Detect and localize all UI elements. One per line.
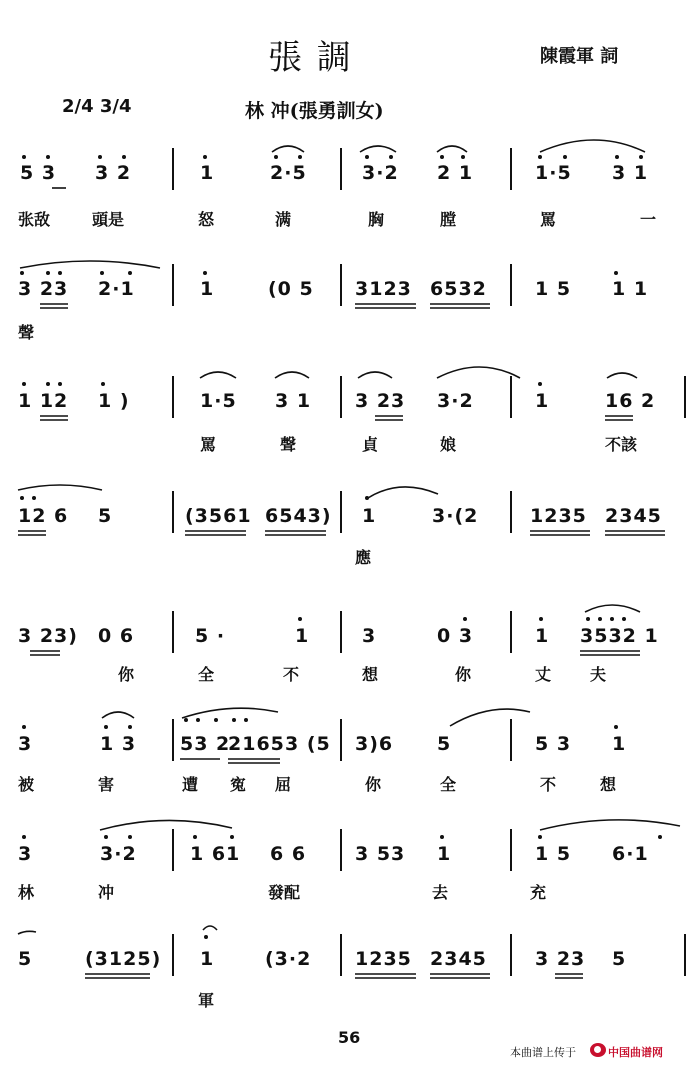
lyric: 林 — [18, 883, 35, 902]
lyric: 想 — [362, 665, 379, 684]
note-group: 1 12 — [18, 390, 69, 412]
note-group: 16 2 — [605, 390, 656, 412]
note-group: (3125) — [85, 948, 162, 970]
slur — [450, 709, 530, 726]
octave-dot — [196, 718, 200, 722]
note-group: 1 — [200, 948, 215, 970]
slur — [540, 820, 680, 830]
slur — [358, 372, 392, 378]
lyric: 你 — [365, 775, 382, 794]
octave-dot — [639, 155, 643, 159]
section-subtitle: 林 冲(張勇訓女) — [245, 100, 384, 122]
octave-dot — [538, 155, 542, 159]
note-group: 3 2 — [95, 162, 132, 184]
octave-dot — [128, 835, 132, 839]
slur — [272, 146, 304, 152]
octave-dot — [539, 617, 543, 621]
note-group: 1235 — [530, 505, 587, 527]
octave-dot — [614, 271, 618, 275]
lyric: 害 — [98, 775, 115, 794]
octave-dot — [614, 725, 618, 729]
note-group: 1 61 — [190, 843, 241, 865]
slur — [368, 487, 438, 498]
octave-dot — [46, 155, 50, 159]
lyric: 不 — [283, 665, 300, 684]
note-group: 5 · — [195, 625, 226, 647]
note-group: 1 — [612, 733, 627, 755]
slur — [585, 605, 640, 612]
note-group: 3 (5 — [285, 733, 331, 755]
octave-dot — [46, 382, 50, 386]
lyric: 充 — [530, 883, 547, 902]
octave-dot — [100, 271, 104, 275]
lyricist-credit: 陳霞軍 詞 — [540, 46, 619, 67]
note-group: 3532 1 — [580, 625, 659, 647]
note-group: 6 6 — [270, 843, 307, 865]
note-group: 3·(2 — [432, 505, 479, 527]
octave-dot — [204, 935, 208, 939]
note-group: 2345 — [605, 505, 662, 527]
octave-dot — [615, 155, 619, 159]
octave-dot — [214, 718, 218, 722]
note-group: 5 — [18, 948, 33, 970]
note-group: 1 — [200, 278, 215, 300]
note-group: 12 6 — [18, 505, 69, 527]
note-group: 3·2 — [100, 843, 137, 865]
note-group: 2165 — [228, 733, 285, 755]
note-group: 3 23 — [18, 278, 69, 300]
note-group: 1 — [362, 505, 377, 527]
lyric: 遭 — [182, 775, 199, 794]
octave-dot — [622, 617, 626, 621]
octave-dot — [98, 155, 102, 159]
octave-dot — [365, 155, 369, 159]
note-group: 1 5 — [535, 278, 572, 300]
note-group: 6543) — [265, 505, 332, 527]
octave-dot — [463, 617, 467, 621]
octave-dot — [22, 155, 26, 159]
slur — [18, 931, 36, 934]
octave-dot — [32, 496, 36, 500]
octave-dot — [58, 382, 62, 386]
note-group: 1 — [200, 162, 215, 184]
slur — [182, 708, 278, 718]
lyric: 軍 — [198, 991, 215, 1010]
note-group: 1 — [535, 390, 550, 412]
octave-dot — [104, 725, 108, 729]
octave-dot — [230, 835, 234, 839]
note-group: 3 53 — [355, 843, 406, 865]
fermata-arc — [203, 926, 217, 930]
page-number: 56 — [338, 1028, 361, 1047]
octave-dot — [538, 835, 542, 839]
lyric: 你 — [118, 665, 135, 684]
octave-dot — [658, 835, 662, 839]
time-signature: 2/4 3/4 — [62, 96, 132, 117]
lyric: 頭是 — [92, 210, 125, 229]
lyric: 應 — [355, 548, 372, 567]
note-group: 3·2 — [437, 390, 474, 412]
note-group: 1 — [437, 843, 452, 865]
note-group: 0 6 — [98, 625, 135, 647]
note-group: 1 — [295, 625, 310, 647]
octave-dot — [101, 382, 105, 386]
octave-dot — [128, 725, 132, 729]
lyric: 罵 — [540, 210, 557, 229]
lyric: 夫 — [590, 665, 607, 684]
octave-dot — [298, 155, 302, 159]
note-group: 2345 — [430, 948, 487, 970]
note-group: (0 5 — [268, 278, 314, 300]
lyric: 被 — [18, 775, 35, 794]
lyric: 满 — [275, 210, 292, 229]
note-group: 5 3 — [20, 162, 57, 184]
octave-dot — [365, 496, 369, 500]
octave-dot — [22, 835, 26, 839]
note-group: 1 5 — [535, 843, 572, 865]
lyric: 聲 — [280, 435, 297, 454]
slur — [607, 373, 637, 378]
octave-dot — [232, 718, 236, 722]
note-group: 2·5 — [270, 162, 307, 184]
lyric: 寃 — [230, 775, 247, 794]
note-group: 3·2 — [362, 162, 399, 184]
note-group: 5 3 — [535, 733, 572, 755]
lyric: 胸 — [368, 210, 385, 229]
note-group: 1 — [535, 625, 550, 647]
slur — [540, 140, 645, 152]
octave-dot — [203, 271, 207, 275]
lyric: 娘 — [440, 435, 457, 454]
note-group: 3123 — [355, 278, 412, 300]
note-group: 3 — [18, 843, 33, 865]
lyric: 怒 — [198, 210, 215, 229]
note-group: 5 — [98, 505, 113, 527]
note-group: 1 ) — [98, 390, 130, 412]
note-group: 2·1 — [98, 278, 135, 300]
octave-dot — [461, 155, 465, 159]
octave-dot — [389, 155, 393, 159]
note-group: (3·2 — [265, 948, 312, 970]
site-logo[interactable]: 中国曲谱网 — [608, 1046, 663, 1059]
lyric: 张敌 — [18, 210, 51, 229]
note-group: 3 23 — [355, 390, 406, 412]
octave-dot — [193, 835, 197, 839]
slur — [200, 372, 236, 378]
octave-dot — [20, 271, 24, 275]
song-title: 張 調 — [268, 38, 353, 78]
site-logo-icon — [590, 1043, 606, 1057]
note-group: 1·5 — [535, 162, 572, 184]
slur — [437, 146, 467, 152]
octave-dot — [598, 617, 602, 621]
lyric: 不 — [540, 775, 557, 794]
note-group: 1 3 — [100, 733, 137, 755]
lyric: 發配 — [268, 883, 301, 902]
note-group: 0 3 — [437, 625, 474, 647]
lyric: 膛 — [440, 210, 457, 229]
note-group: 2 1 — [437, 162, 474, 184]
octave-dot — [104, 835, 108, 839]
octave-dot — [274, 155, 278, 159]
slur-marks — [18, 140, 680, 934]
lyric: 罵 — [200, 435, 217, 454]
note-group: 6·1 — [612, 843, 649, 865]
octave-dot — [440, 155, 444, 159]
note-group: 3 23) — [18, 625, 78, 647]
slur — [275, 372, 309, 378]
lyric: 屈 — [275, 775, 292, 794]
slur — [102, 712, 134, 718]
slur — [360, 146, 396, 152]
octave-dot — [46, 271, 50, 275]
lyric: 全 — [440, 775, 457, 794]
note-group: 5 — [437, 733, 452, 755]
note-group: 1·5 — [200, 390, 237, 412]
octave-dot — [122, 155, 126, 159]
lyric: 全 — [198, 665, 215, 684]
note-group: 3)6 — [355, 733, 394, 755]
lyric: 一 — [640, 210, 657, 229]
octave-dot — [244, 718, 248, 722]
slur — [20, 261, 160, 268]
note-group: 3 23 — [535, 948, 586, 970]
octave-dot — [538, 382, 542, 386]
octave-dot — [184, 718, 188, 722]
lyric: 冲 — [98, 883, 115, 902]
octave-dot — [203, 155, 207, 159]
note-group: 3 — [18, 733, 33, 755]
note-group: 3 — [362, 625, 377, 647]
note-group: 53 2 — [180, 733, 231, 755]
lyric: 貞 — [362, 435, 379, 454]
underline-beams — [18, 188, 665, 978]
octave-dot — [22, 725, 26, 729]
lyric: 你 — [455, 665, 472, 684]
note-group: (3561 — [185, 505, 252, 527]
note-group: 3 1 — [612, 162, 649, 184]
lyric: 想 — [600, 775, 617, 794]
octave-dot — [58, 271, 62, 275]
note-group: 5 — [612, 948, 627, 970]
lyric: 去 — [432, 883, 449, 902]
octave-dots — [20, 155, 662, 939]
lyric: 不該 — [605, 435, 638, 454]
slur — [100, 820, 232, 830]
octave-dot — [298, 617, 302, 621]
lyric: 聲 — [18, 323, 35, 342]
upload-note: 本曲谱上传于 — [510, 1046, 576, 1059]
octave-dot — [440, 835, 444, 839]
lyric: 丈 — [535, 665, 552, 684]
note-group: 1235 — [355, 948, 412, 970]
octave-dot — [610, 617, 614, 621]
octave-dot — [20, 496, 24, 500]
note-group: 6532 — [430, 278, 487, 300]
octave-dot — [563, 155, 567, 159]
slur — [437, 367, 520, 378]
note-group: 1 1 — [612, 278, 649, 300]
octave-dot — [586, 617, 590, 621]
octave-dot — [22, 382, 26, 386]
octave-dot — [128, 271, 132, 275]
note-group: 3 1 — [275, 390, 312, 412]
slur — [18, 485, 102, 490]
